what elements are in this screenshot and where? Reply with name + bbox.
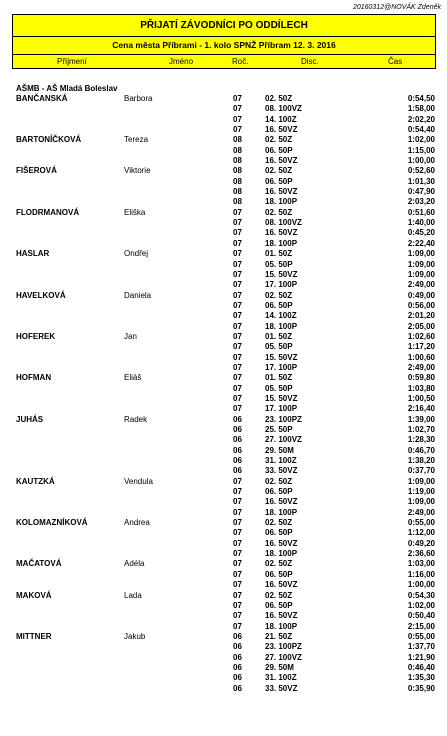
discipline: 17. 100P	[265, 280, 298, 290]
discipline: 27. 100VZ	[265, 652, 302, 662]
swimmer-name: Viktorie	[124, 166, 151, 176]
page-title: PŘIJATÍ ZÁVODNÍCI PO ODDÍLECH	[12, 14, 436, 37]
table-row	[0, 249, 447, 259]
birth-year: 06	[233, 466, 242, 476]
entry-time: 1:21,90	[407, 652, 435, 662]
birth-year: 06	[233, 642, 242, 652]
entry-time: 0:56,00	[407, 300, 435, 310]
discipline: 31. 100Z	[265, 456, 297, 466]
entry-time: 1:40,00	[407, 218, 435, 228]
swimmer-name: Tereza	[124, 135, 149, 145]
discipline: 21. 50Z	[265, 631, 293, 641]
entry-time: 1:39,00	[407, 414, 435, 424]
birth-year: 06	[233, 456, 242, 466]
entry-time: 0:54,30	[407, 590, 435, 600]
birth-year: 07	[233, 228, 242, 238]
header-divider	[13, 54, 435, 55]
entry-time: 0:50,40	[407, 611, 435, 621]
table-row	[0, 528, 447, 538]
swimmer-name: Lada	[124, 590, 142, 600]
discipline: 33. 50VZ	[265, 683, 298, 693]
table-row	[0, 228, 447, 238]
table-row	[0, 322, 447, 332]
swimmer-surname: MAČATOVÁ	[16, 559, 62, 569]
table-row	[0, 239, 447, 249]
records-rows	[0, 94, 447, 694]
entry-time: 1:15,00	[407, 145, 435, 155]
swimmer-surname: FLODRMANOVÁ	[16, 207, 80, 217]
swimmer-surname: HAVELKOVÁ	[16, 290, 66, 300]
birth-year: 06	[233, 414, 242, 424]
entry-time: 1:17,20	[407, 342, 435, 352]
table-row	[0, 187, 447, 197]
birth-year: 07	[233, 249, 242, 259]
swimmer-surname: MITTNER	[16, 631, 52, 641]
table-row	[0, 591, 447, 601]
entry-time: 0:55,00	[407, 518, 435, 528]
birth-year: 07	[233, 311, 242, 321]
birth-year: 07	[233, 580, 242, 590]
table-row	[0, 342, 447, 352]
table-row	[0, 94, 447, 104]
discipline: 05. 50P	[265, 259, 293, 269]
birth-year: 07	[233, 94, 242, 103]
table-row	[0, 373, 447, 383]
table-row	[0, 156, 447, 166]
entry-time: 0:46,40	[407, 662, 435, 672]
birth-year: 07	[233, 507, 242, 517]
entry-time: 1:02,00	[407, 135, 435, 145]
swimmer-name: Daniela	[124, 290, 152, 300]
discipline: 06. 50P	[265, 176, 293, 186]
birth-year: 06	[233, 445, 242, 455]
table-row	[0, 125, 447, 135]
discipline: 06. 50P	[265, 528, 293, 538]
birth-year: 07	[233, 621, 242, 631]
swimmer-name: Radek	[124, 414, 148, 424]
discipline: 15. 50VZ	[265, 352, 298, 362]
entry-time: 1:09,00	[407, 497, 435, 507]
table-row	[0, 477, 447, 487]
entry-time: 1:02,70	[407, 425, 435, 434]
table-row	[0, 684, 447, 694]
discipline: 01. 50Z	[265, 373, 293, 383]
discipline: 25. 50P	[265, 425, 293, 434]
entry-time: 1:35,30	[407, 673, 435, 683]
discipline: 16. 50VZ	[265, 497, 298, 507]
swimmer-name: Barbora	[124, 94, 153, 103]
table-row	[0, 425, 447, 435]
birth-year: 07	[233, 559, 242, 569]
table-row	[0, 653, 447, 663]
discipline: 16. 50VZ	[265, 538, 298, 548]
table-row	[0, 580, 447, 590]
swimmer-name: Ondřej	[124, 249, 149, 259]
birth-year: 07	[233, 104, 242, 114]
birth-year: 07	[233, 569, 242, 579]
entry-time: 1:12,00	[407, 528, 435, 538]
birth-year: 07	[233, 590, 242, 600]
table-row	[0, 456, 447, 466]
birth-year: 07	[233, 393, 242, 403]
discipline: 23. 100PZ	[265, 642, 302, 652]
birth-year: 08	[233, 156, 242, 166]
birth-year: 07	[233, 300, 242, 310]
table-row	[0, 384, 447, 394]
birth-year: 07	[233, 218, 242, 228]
birth-year: 07	[233, 487, 242, 497]
event-header	[12, 36, 436, 69]
birth-year: 06	[233, 673, 242, 683]
entry-time: 1:58,00	[407, 104, 435, 114]
table-row	[0, 394, 447, 404]
entry-time: 0:54,50	[407, 94, 435, 103]
discipline: 02. 50Z	[265, 290, 293, 300]
entry-time: 0:59,80	[407, 373, 435, 383]
discipline: 18. 100P	[265, 238, 298, 248]
table-row	[0, 301, 447, 311]
entry-time: 2:36,60	[407, 549, 435, 559]
entry-time: 0:52,60	[407, 166, 435, 176]
table-row	[0, 487, 447, 497]
entry-time: 2:05,00	[407, 321, 435, 331]
table-row	[0, 280, 447, 290]
birth-year: 06	[233, 652, 242, 662]
table-row	[0, 115, 447, 125]
discipline: 06. 50P	[265, 145, 293, 155]
discipline: 18. 100P	[265, 321, 298, 331]
discipline: 06. 50P	[265, 569, 293, 579]
birth-year: 07	[233, 404, 242, 414]
discipline: 27. 100VZ	[265, 435, 302, 445]
swimmer-name: Vendula	[124, 476, 153, 486]
birth-year: 07	[233, 352, 242, 362]
birth-year: 07	[233, 280, 242, 290]
discipline: 02. 50Z	[265, 166, 293, 176]
discipline: 05. 50P	[265, 342, 293, 352]
table-row	[0, 166, 447, 176]
discipline: 29. 50M	[265, 445, 294, 455]
discipline: 16. 50VZ	[265, 156, 298, 166]
table-row	[0, 291, 447, 301]
discipline: 14. 100Z	[265, 114, 297, 124]
birth-year: 07	[233, 331, 242, 341]
swimmer-surname: KOLOMAZNÍKOVÁ	[16, 518, 88, 528]
discipline: 18. 100P	[265, 507, 298, 517]
discipline: 02. 50Z	[265, 559, 293, 569]
discipline: 16. 50VZ	[265, 187, 298, 197]
birth-year: 07	[233, 238, 242, 248]
birth-year: 06	[233, 631, 242, 641]
discipline: 01. 50Z	[265, 331, 293, 341]
birth-year: 07	[233, 528, 242, 538]
table-row	[0, 270, 447, 280]
discipline: 29. 50M	[265, 662, 294, 672]
birth-year: 08	[233, 187, 242, 197]
entry-time: 1:03,00	[407, 559, 435, 569]
event-subtitle: Cena města Příbrami - 1. kolo SPNŽ Příbram 12. 3. 2016	[112, 40, 336, 50]
entry-time: 2:22,40	[407, 238, 435, 248]
discipline: 06. 50P	[265, 300, 293, 310]
swimmer-surname: HOFMAN	[16, 373, 52, 383]
birth-year: 06	[233, 435, 242, 445]
entry-time: 1:00,00	[407, 156, 435, 166]
birth-year: 08	[233, 145, 242, 155]
discipline: 15. 50VZ	[265, 269, 298, 279]
entry-time: 0:46,70	[407, 445, 435, 455]
entry-time: 1:02,00	[407, 600, 435, 610]
entry-time: 1:03,80	[407, 383, 435, 393]
table-row	[0, 146, 447, 156]
column-header-surname: Příjmení	[57, 57, 87, 66]
birth-year: 07	[233, 476, 242, 486]
discipline: 23. 100PZ	[265, 414, 302, 424]
birth-year: 06	[233, 425, 242, 434]
discipline: 08. 100VZ	[265, 104, 302, 114]
club-heading	[0, 83, 447, 94]
table-row	[0, 435, 447, 445]
entry-time: 0:54,40	[407, 125, 435, 135]
birth-year: 07	[233, 538, 242, 548]
entry-time: 2:49,00	[407, 507, 435, 517]
discipline: 14. 100Z	[265, 311, 297, 321]
table-row	[0, 332, 447, 342]
entry-time: 2:02,20	[407, 114, 435, 124]
swimmer-surname: BANČANSKÁ	[16, 94, 68, 103]
discipline: 16. 50VZ	[265, 611, 298, 621]
table-row	[0, 197, 447, 207]
discipline: 02. 50Z	[265, 590, 293, 600]
discipline: 16. 50VZ	[265, 228, 298, 238]
swimmer-surname: KAUTZKÁ	[16, 476, 55, 486]
table-row	[0, 611, 447, 621]
birth-year: 07	[233, 362, 242, 372]
entry-time: 1:00,00	[407, 580, 435, 590]
swimmer-name: Jakub	[124, 631, 146, 641]
table-row	[0, 549, 447, 559]
birth-year: 06	[233, 662, 242, 672]
table-row	[0, 632, 447, 642]
entry-time: 0:47,90	[407, 187, 435, 197]
column-header-year: Roč.	[232, 57, 249, 66]
entry-time: 0:51,60	[407, 207, 435, 217]
entry-time: 0:49,20	[407, 538, 435, 548]
entry-time: 1:09,00	[407, 249, 435, 259]
records-table	[0, 83, 447, 694]
swimmer-surname: BARTONÍČKOVÁ	[16, 135, 82, 145]
swimmer-name: Jan	[124, 331, 137, 341]
table-row	[0, 518, 447, 528]
birth-year: 07	[233, 497, 242, 507]
swimmer-surname: MAKOVÁ	[16, 590, 52, 600]
birth-year: 07	[233, 600, 242, 610]
entry-time: 0:55,00	[407, 631, 435, 641]
entry-time: 1:28,30	[407, 435, 435, 445]
discipline: 05. 50P	[265, 383, 293, 393]
discipline: 08. 100VZ	[265, 218, 302, 228]
swimmer-surname: FIŠEROVÁ	[16, 166, 57, 176]
birth-year: 07	[233, 383, 242, 393]
swimmer-name: Eliáš	[124, 373, 142, 383]
birth-year: 08	[233, 166, 242, 176]
table-row	[0, 673, 447, 683]
table-row	[0, 539, 447, 549]
discipline: 31. 100Z	[265, 673, 297, 683]
discipline: 02. 50Z	[265, 476, 293, 486]
table-row	[0, 415, 447, 425]
swimmer-name: Andrea	[124, 518, 150, 528]
entry-time: 2:01,20	[407, 311, 435, 321]
table-row	[0, 260, 447, 270]
discipline: 18. 100P	[265, 621, 298, 631]
print-stamp: 20160312@NOVÁK Zdeněk	[352, 4, 441, 11]
table-row	[0, 208, 447, 218]
entry-time: 1:02,60	[407, 331, 435, 341]
birth-year: 07	[233, 321, 242, 331]
table-row	[0, 218, 447, 228]
club-name: AŠMB - AŠ Mladá Boleslav	[16, 84, 118, 93]
swimmer-surname: HOFEREK	[16, 331, 56, 341]
entry-time: 1:38,20	[407, 456, 435, 466]
entry-time: 2:49,00	[407, 280, 435, 290]
birth-year: 07	[233, 518, 242, 528]
entry-time: 0:37,70	[407, 466, 435, 476]
table-row	[0, 466, 447, 476]
birth-year: 07	[233, 290, 242, 300]
discipline: 06. 50P	[265, 600, 293, 610]
table-row	[0, 570, 447, 580]
swimmer-surname: HASLAR	[16, 249, 50, 259]
table-row	[0, 363, 447, 373]
birth-year: 07	[233, 342, 242, 352]
discipline: 01. 50Z	[265, 249, 293, 259]
table-row	[0, 497, 447, 507]
birth-year: 08	[233, 197, 242, 207]
entry-time: 2:49,00	[407, 362, 435, 372]
entry-time: 1:00,60	[407, 352, 435, 362]
entry-time: 0:45,20	[407, 228, 435, 238]
column-header-name: Jméno	[169, 57, 194, 66]
table-row	[0, 508, 447, 518]
discipline: 18. 100P	[265, 549, 298, 559]
birth-year: 07	[233, 125, 242, 135]
discipline: 02. 50Z	[265, 207, 293, 217]
discipline: 02. 50Z	[265, 135, 293, 145]
swimmer-name: Eliška	[124, 207, 146, 217]
birth-year: 07	[233, 207, 242, 217]
table-row	[0, 135, 447, 145]
table-row	[0, 663, 447, 673]
swimmer-surname: JUHÁS	[16, 414, 44, 424]
entry-time: 0:49,00	[407, 290, 435, 300]
entry-time: 1:16,00	[407, 569, 435, 579]
column-header-time: Čas	[388, 57, 403, 66]
discipline: 33. 50VZ	[265, 466, 298, 476]
entry-time: 1:19,00	[407, 487, 435, 497]
birth-year: 07	[233, 373, 242, 383]
table-row	[0, 404, 447, 414]
birth-year: 07	[233, 114, 242, 124]
discipline: 16. 50VZ	[265, 580, 298, 590]
table-row	[0, 177, 447, 187]
entry-time: 1:09,00	[407, 476, 435, 486]
discipline: 06. 50P	[265, 487, 293, 497]
birth-year: 07	[233, 269, 242, 279]
discipline: 02. 50Z	[265, 518, 293, 528]
entry-time: 1:37,70	[407, 642, 435, 652]
discipline: 15. 50VZ	[265, 393, 298, 403]
table-row	[0, 601, 447, 611]
table-row	[0, 446, 447, 456]
swimmer-name: Adéla	[124, 559, 145, 569]
table-row	[0, 104, 447, 114]
birth-year: 07	[233, 549, 242, 559]
entry-time: 1:00,50	[407, 393, 435, 403]
entry-time: 1:09,00	[407, 259, 435, 269]
discipline: 16. 50VZ	[265, 125, 298, 135]
birth-year: 08	[233, 176, 242, 186]
discipline: 02. 50Z	[265, 94, 293, 103]
birth-year: 07	[233, 611, 242, 621]
table-row	[0, 311, 447, 321]
entry-time: 2:16,40	[407, 404, 435, 414]
table-row	[0, 559, 447, 569]
entry-time: 1:01,30	[407, 176, 435, 186]
entry-time: 0:35,90	[407, 683, 435, 693]
discipline: 18. 100P	[265, 197, 298, 207]
entry-time: 2:15,00	[407, 621, 435, 631]
birth-year: 07	[233, 259, 242, 269]
entry-time: 2:03,20	[407, 197, 435, 207]
birth-year: 08	[233, 135, 242, 145]
discipline: 17. 100P	[265, 362, 298, 372]
table-row	[0, 642, 447, 652]
table-row	[0, 622, 447, 632]
entry-time: 1:09,00	[407, 269, 435, 279]
table-row	[0, 353, 447, 363]
column-header-discipline: Disc.	[301, 57, 319, 66]
discipline: 17. 100P	[265, 404, 298, 414]
birth-year: 06	[233, 683, 242, 693]
